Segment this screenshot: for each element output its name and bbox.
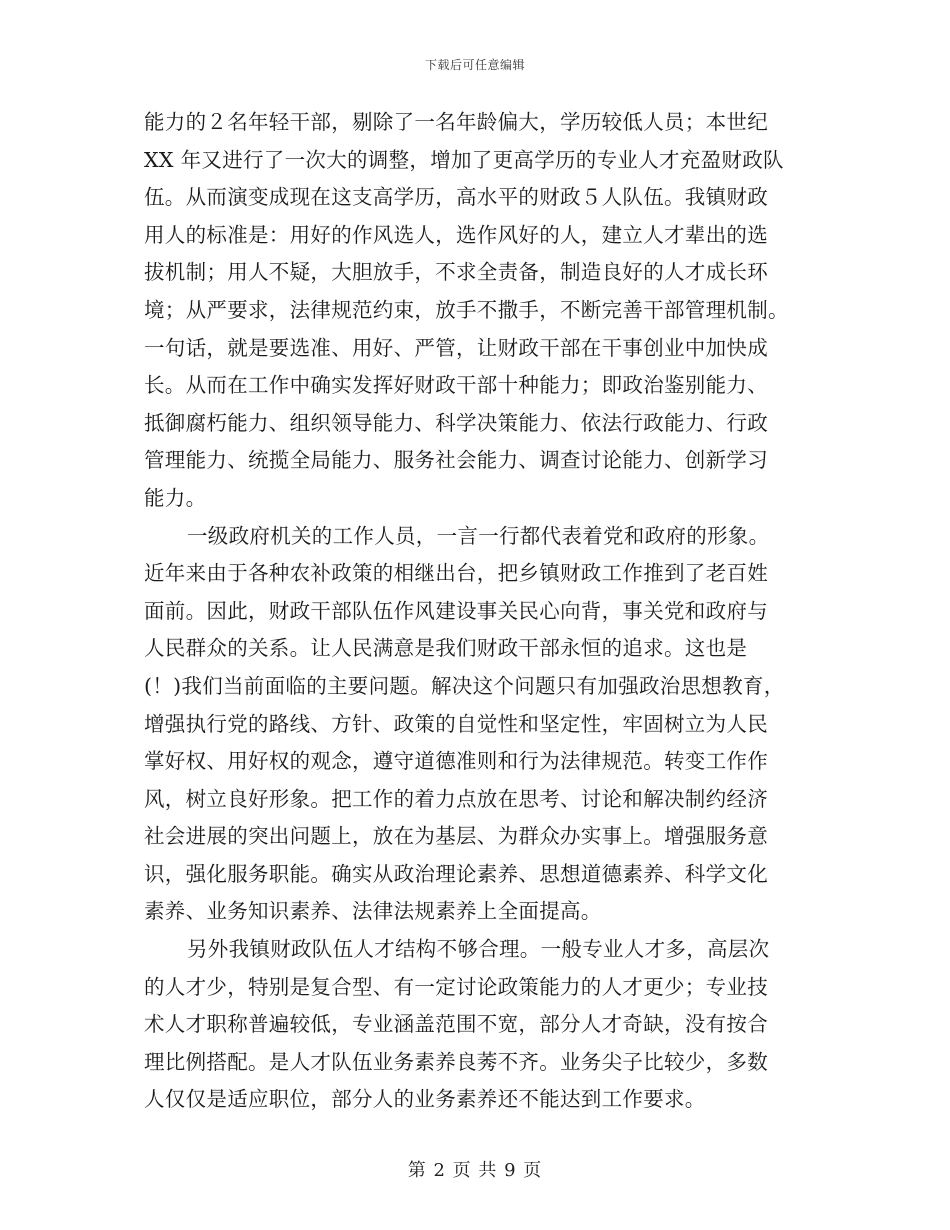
- page-header: 下载后可任意编辑: [424, 58, 525, 72]
- text-line: 面前。因此，财政干部队伍作风建设事关民心向背，事关党和政府与: [144, 598, 768, 623]
- text-line: 社会进展的突出问题上，放在为基层、为群众办实事上。增强服务意: [144, 824, 768, 849]
- text-line: 能力。: [144, 485, 207, 510]
- text-line: 人仅仅是适应职位，部分人的业务素养还不能达到工作要求。: [144, 1087, 706, 1112]
- text-line: 人民群众的关系。让人民满意是我们财政干部永恒的追求。这也是: [144, 636, 748, 661]
- text-line: 用人的标准是：用好的作风选人，选作风好的人，建立人才辈出的选: [144, 222, 768, 247]
- text-line: 理比例搭配。是人才队伍业务素养良莠不齐。业务尖子比较少，多数: [144, 1049, 768, 1074]
- text-line: 识，强化服务职能。确实从政治理论素养、思想道德素养、科学文化: [144, 861, 768, 886]
- text-line: 抵御腐朽能力、组织领导能力、科学决策能力、依法行政能力、行政: [144, 410, 768, 435]
- text-line: 管理能力、统揽全局能力、服务社会能力、调查讨论能力、创新学习: [144, 448, 768, 473]
- text-line: 长。从而在工作中确实发挥好财政干部十种能力；即政治鉴别能力、: [144, 373, 768, 398]
- text-line: (！)我们当前面临的主要问题。解决这个问题只有加强政治思想教育，: [144, 673, 785, 698]
- text-line: 近年来由于各种农补政策的相继出台，把乡镇财政工作推到了老百姓: [144, 561, 768, 586]
- text-line: XX 年又进行了一次大的调整，增加了更高学历的专业人才充盈财政队: [144, 147, 784, 172]
- text-line: 术人才职称普遍较低，专业涵盖范围不宽，部分人才奇缺，没有按合: [144, 1012, 768, 1037]
- text-line: 增强执行党的路线、方针、政策的自觉性和坚定性，牢固树立为人民: [144, 711, 768, 736]
- page-number-footer: 第 2 页 共 9 页: [407, 1160, 543, 1181]
- paragraph-first-line: 另外我镇财政队伍人才结构不够合理。一般专业人才多，高层次: [187, 937, 770, 962]
- text-line: 境；从严要求，法律规范约束，放手不撒手，不断完善干部管理机制。: [144, 297, 789, 322]
- text-line: 拔机制；用人不疑，大胆放手，不求全责备，制造良好的人才成长环: [144, 260, 768, 285]
- document-body: [144, 104, 810, 1119]
- text-line: 的人才少，特别是复合型、有一定讨论政策能力的人才更少；专业技: [144, 974, 768, 999]
- text-line: 一句话，就是要选准、用好、严管，让财政干部在干事创业中加快成: [144, 335, 768, 360]
- paragraph-first-line: 一级政府机关的工作人员，一言一行都代表着党和政府的形象。: [187, 523, 770, 548]
- text-line: 掌好权、用好权的观念，遵守道德准则和行为法律规范。转变工作作: [144, 749, 768, 774]
- text-line: 风，树立良好形象。把工作的着力点放在思考、讨论和解决制约经济: [144, 786, 768, 811]
- text-line: 伍。从而演变成现在这支高学历，高水平的财政５人队伍。我镇财政: [144, 185, 768, 210]
- text-line: 能力的２名年轻干部，剔除了一名年龄偏大，学历较低人员；本世纪: [144, 110, 768, 134]
- text-line: 素养、业务知识素养、法律法规素养上全面提高。: [144, 899, 602, 924]
